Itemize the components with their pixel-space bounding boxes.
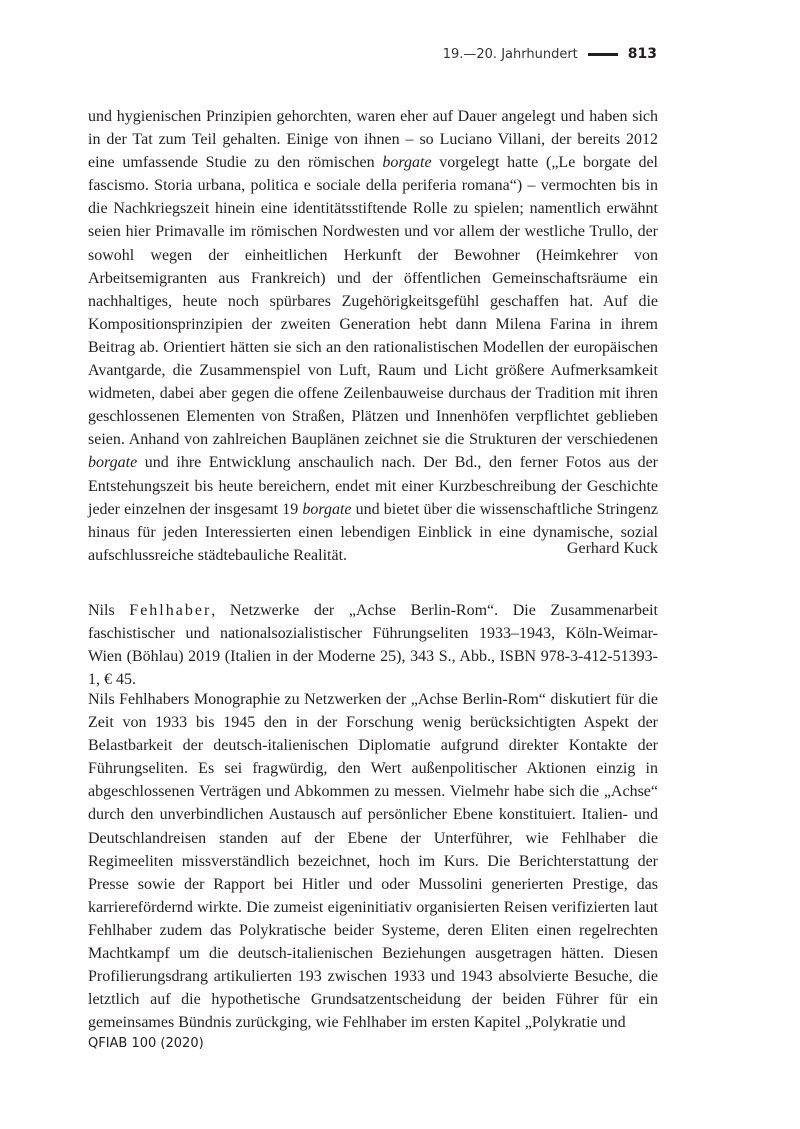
reviewer-signature: Gerhard Kuck bbox=[566, 540, 658, 557]
bibliographic-entry bbox=[88, 599, 658, 691]
review-body bbox=[88, 688, 658, 1034]
author-surname: Fehlhaber bbox=[129, 602, 212, 619]
header-rule bbox=[588, 53, 618, 56]
bibliographic-details: , Netzwerke der „Achse Berlin-Rom“. Die Zusammenarbeit faschistischer und nationalsozialistischer Führungseliten 1933–1943, Köln-Weimar-Wien (Böhlau) 2019 (Italien in der Moderne 25), 343 S., Abb., ISBN 978-3-412-51393-1, € 45. bbox=[88, 602, 658, 689]
italic-term: borgate bbox=[302, 500, 352, 518]
page-number: 813 bbox=[627, 46, 657, 62]
review-paragraph: und hygienischen Prinzipien gehorchten, waren eher auf Dauer angelegt und haben sich in der Tat zum Teil gehalten. Einige von ihnen – so Luciano Villani, der bereits 2012 eine umfassende Studie zu den römischen borgate vorgelegt hatte („Le borgate del fascismo. Storia urbana, politica e sociale della periferia romana“) – vermochten bis in die Nachkriegszeit hinein eine identitätsstiftende Rolle zu spielen; namentlich erwähnt seien hier Primavalle im römischen Nordwesten und vor allem der westliche Trullo, der sowohl wegen der einheitlichen Herkunft der Bewohner (Heimkehrer von Arbeitsemigranten aus Frankreich) und der öffentlichen Gemeinschaftsräume ein nachhaltiges, heute noch spürbares Zugehörigkeitsgefühl geschaffen hat. Auf die Kompositionsprinzipien der zweiten Generation hebt dann Milena Farina in ihrem Beitrag ab. Orientiert hätten sie sich an den rationalistischen Modellen der europäischen Avantgarde, die Zusammenspiel von Luft, Raum und Licht größere Aufmerksamkeit widmeten, dabei aber gegen die offene Zeilenbauweise durchaus der Tradition mit ihren geschlossenen Elementen von Straßen, Plätzen und Innenhöfen verpflichtet geblieben seien. Anhand von zahlreichen Bauplänen zeichnet sie die Strukturen der verschiedenen borgate und ihre Entwicklung anschaulich nach. Der Bd., den ferner Fotos aus der Entstehungszeit bis heute bereichern, endet mit einer Kurzbeschreibung der Geschichte jeder einzelnen der insgesamt 19 borgate und bietet über die wissenschaftliche Stringenz hinaus für jeden Interessierten einen lebendigen Einblick in eine dynamische, sozial aufschlussreiche städtebauliche Realität. bbox=[88, 108, 659, 564]
italic-term: borgate bbox=[382, 154, 432, 172]
running-title: 19.—20. Jahrhundert bbox=[442, 46, 578, 62]
review-continuation bbox=[88, 105, 658, 567]
running-head bbox=[443, 43, 657, 65]
journal-footer: QFIAB 100 (2020) bbox=[88, 1036, 204, 1051]
review-paragraph: Nils Fehlhabers Monographie zu Netzwerken der „Achse Berlin-Rom“ diskutiert für die Zeit von 1933 bis 1945 den in der Forschung wenig berücksichtigten Aspekt der Belastbarkeit der deutsch-italienischen Diplomatie aufgrund direkter Kontakte der Führungseliten. Es sei fragwürdig, den Wert außenpolitischer Aktionen einzig in abgeschlossenen Verträgen und Abkommen zu messen. Vielmehr habe sich die „Achse“ durch den unverbindlichen Austausch auf persönlicher Ebene konstituiert. Italien- und Deutschlandreisen standen auf der Ebene der Unterführer, wie Fehlhaber die Regimeeliten missverständlich bezeichnet, hoch im Kurs. Die Berichterstattung der Presse sowie der Rapport bei Hitler und oder Mussolini generierten Prestige, das karrierefördernd wirkte. Die zumeist eigeninitiativ organisierten Reisen verifizierten laut Fehlhaber zudem das Polykratische beider Systeme, deren Eliten einen regelrechten Machtkampf um die deutsch-italienischen Beziehungen ausgetragen hätten. Diesen Profilierungsdrang artikulierten 193 zwischen 1933 und 1943 absolvierte Besuche, die letztlich auf die hypothetische Grundsatzentscheidung der beiden Führer für ein gemeinsames Bündnis zurückging, wie Fehlhaber im ersten Kapitel „Polykratie und bbox=[88, 691, 658, 1032]
italic-term: borgate bbox=[88, 454, 138, 472]
author-given-name: Nils bbox=[88, 602, 130, 619]
